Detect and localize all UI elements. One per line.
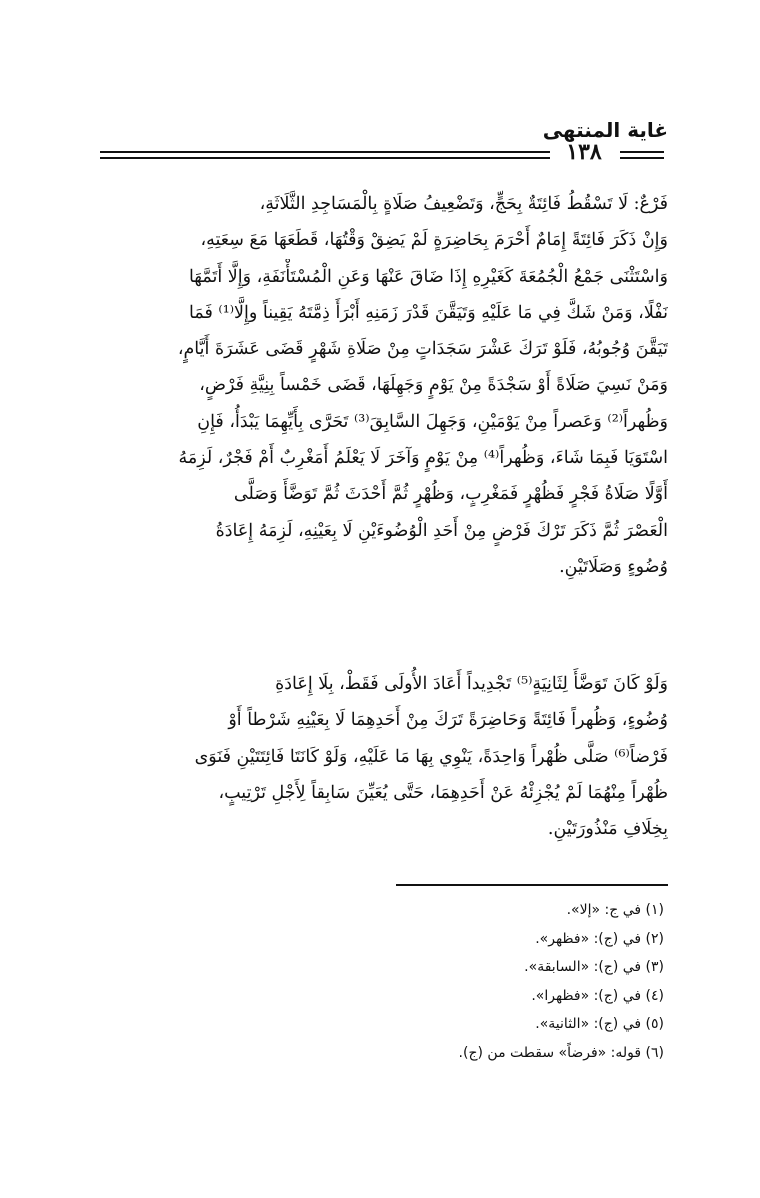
- text-line: ظُهْراً مِنْهُمَا لَمْ يُجْزِئْهُ عَنْ أَحَدِهِمَا، حَتَّى يُعَيِّنَ سَابِقاً لِأَجْلِ تَرْتِيبٍ،: [218, 782, 668, 803]
- footnote: (١) في ج: «إلا».: [566, 902, 664, 918]
- page-number: ١٣٨: [566, 139, 602, 165]
- text-line: وَلَوْ كَانَ تَوَضَّأَ لِثَانِيَةٍ⁽⁵⁾ تَجْدِيداً أَعَادَ الأُولَى فَقَطْ، بِلَا إِعَادَةِ: [275, 674, 668, 694]
- header-rule-short: [620, 151, 664, 153]
- header-rule: [100, 157, 550, 159]
- paragraph-2: [96, 666, 668, 847]
- header-rule: [100, 151, 550, 153]
- text-line: اسْتَوَيَا فَبِمَا شَاءَ، وَظُهراً⁽⁴⁾ مِنْ يَوْمٍ وَآخَرَ لَا يَعْلَمُ أَمَغْرِبٌ أَمْ فَجْرٌ، لَزِمَهُ: [178, 448, 668, 469]
- text-line: وَإِنْ ذَكَرَ فَائِتَةً إِمَامٌ أَحْرَمَ بِحَاضِرَةٍ لَمْ يَضِقْ وَقْتُهَا، قَطَعَهَا مَعَ سِعَتِهِ،: [200, 230, 668, 251]
- text-line: وَظُهراً⁽²⁾ وَعَصراً مِنْ يَوْمَيْنِ، وَجَهِلَ السَّابِقَ⁽³⁾ تَحَرَّى بِأَيِّهِمَا يَبْدَأُ، فَإِنِ: [197, 411, 668, 432]
- text-line: وَمَنْ نَسِيَ صَلَاةً أَوْ سَجْدَةً مِنْ يَوْمٍ وَجَهِلَهَا، قَضَى خَمْساً بِنِيَّةِ فَرْضٍ،: [199, 375, 668, 396]
- text-line: الْعَصْرَ ثُمَّ ذَكَرَ تَرْكَ فَرْضٍ مِنْ أَحَدِ الْوُضُوءَيْنِ لَا بِعَيْنِهِ، لَزِمَهُ إِعَادَةُ: [215, 520, 668, 541]
- running-title: غاية المنتهى: [542, 118, 668, 142]
- footnote: (٥) في (ج): «الثانية».: [535, 1016, 664, 1033]
- text-line: وُضُوءٍ وَصَلَاتَيْنِ.: [559, 556, 668, 577]
- footnote-separator: [396, 884, 668, 886]
- header-rule-short: [620, 157, 664, 159]
- text-line: فَرْعٌ: لَا تَسْقُطُ فَائِتَةٌ بِحَجٍّ، وَتَضْعِيفُ صَلَاةٍ بِالْمَسَاجِدِ الثَّلَاثَةِ،: [259, 194, 668, 214]
- text-line: بِخِلَافِ مَنْذُورَتَيْنِ.: [547, 819, 668, 840]
- footnote: (٣) في (ج): «السابقة».: [524, 959, 664, 976]
- text-line: تَيَقَّنَ وُجُوبُهُ، فَلَوْ تَرَكَ عَشْرَ سَجَدَاتٍ مِنْ صَلَاةِ شَهْرٍ قَضَى عَشَرَةَ أَيَّامٍ،: [177, 339, 668, 360]
- text-line: وَاسْتَثْنَى جَمْعُ الْجُمُعَةَ كَغَيْرِهِ إِذَا ضَاقَ عَنْهَا وَعَنِ الْمُسْتَأْنَفَةِ، وَإِلَّا أَتَمَّهَا: [188, 266, 668, 287]
- text-line: أَوَّلًا صَلَاةُ فَجْرٍ فَظُهْرٍ فَمَغْرِبٍ، وَظُهْرٍ ثُمَّ أَحْدَثَ ثُمَّ تَوَضَّأَ وَصَلَّى: [233, 484, 668, 505]
- footnotes: [244, 896, 664, 1068]
- paragraph-1: [96, 186, 668, 585]
- text-line: وُضُوءٍ، وَظُهراً فَائِتَةً وَحَاضِرَةً تَرَكَ مِنْ أَحَدِهِمَا لَا بِعَيْنِهِ شَرْطاً أَوْ: [228, 710, 668, 731]
- footnote: (٤) في (ج): «فظهرا».: [531, 987, 664, 1004]
- footnote: (٦) قوله: «فرضاً» سقطت من (ج).: [458, 1044, 664, 1061]
- text-line: نَفْلًا، وَمَنْ شَكَّ فِي مَا عَلَيْهِ وَتَيَقَّنَ قَدْرَ زَمَنِهِ أَبْرَأَ ذِمَّتَهُ يَقِيناً وإِلَّا⁽¹⁾ فَمَا: [189, 302, 668, 323]
- text-line: فَرْضاً⁽⁶⁾ صَلَّى ظُهْراً وَاحِدَةً، يَنْوِي بِهَا مَا عَلَيْهِ، وَلَوْ كَانَتَا فَائِتَتَيْنِ فَنَوَى: [194, 746, 668, 767]
- footnote: (٢) في (ج): «فظهر».: [535, 930, 664, 947]
